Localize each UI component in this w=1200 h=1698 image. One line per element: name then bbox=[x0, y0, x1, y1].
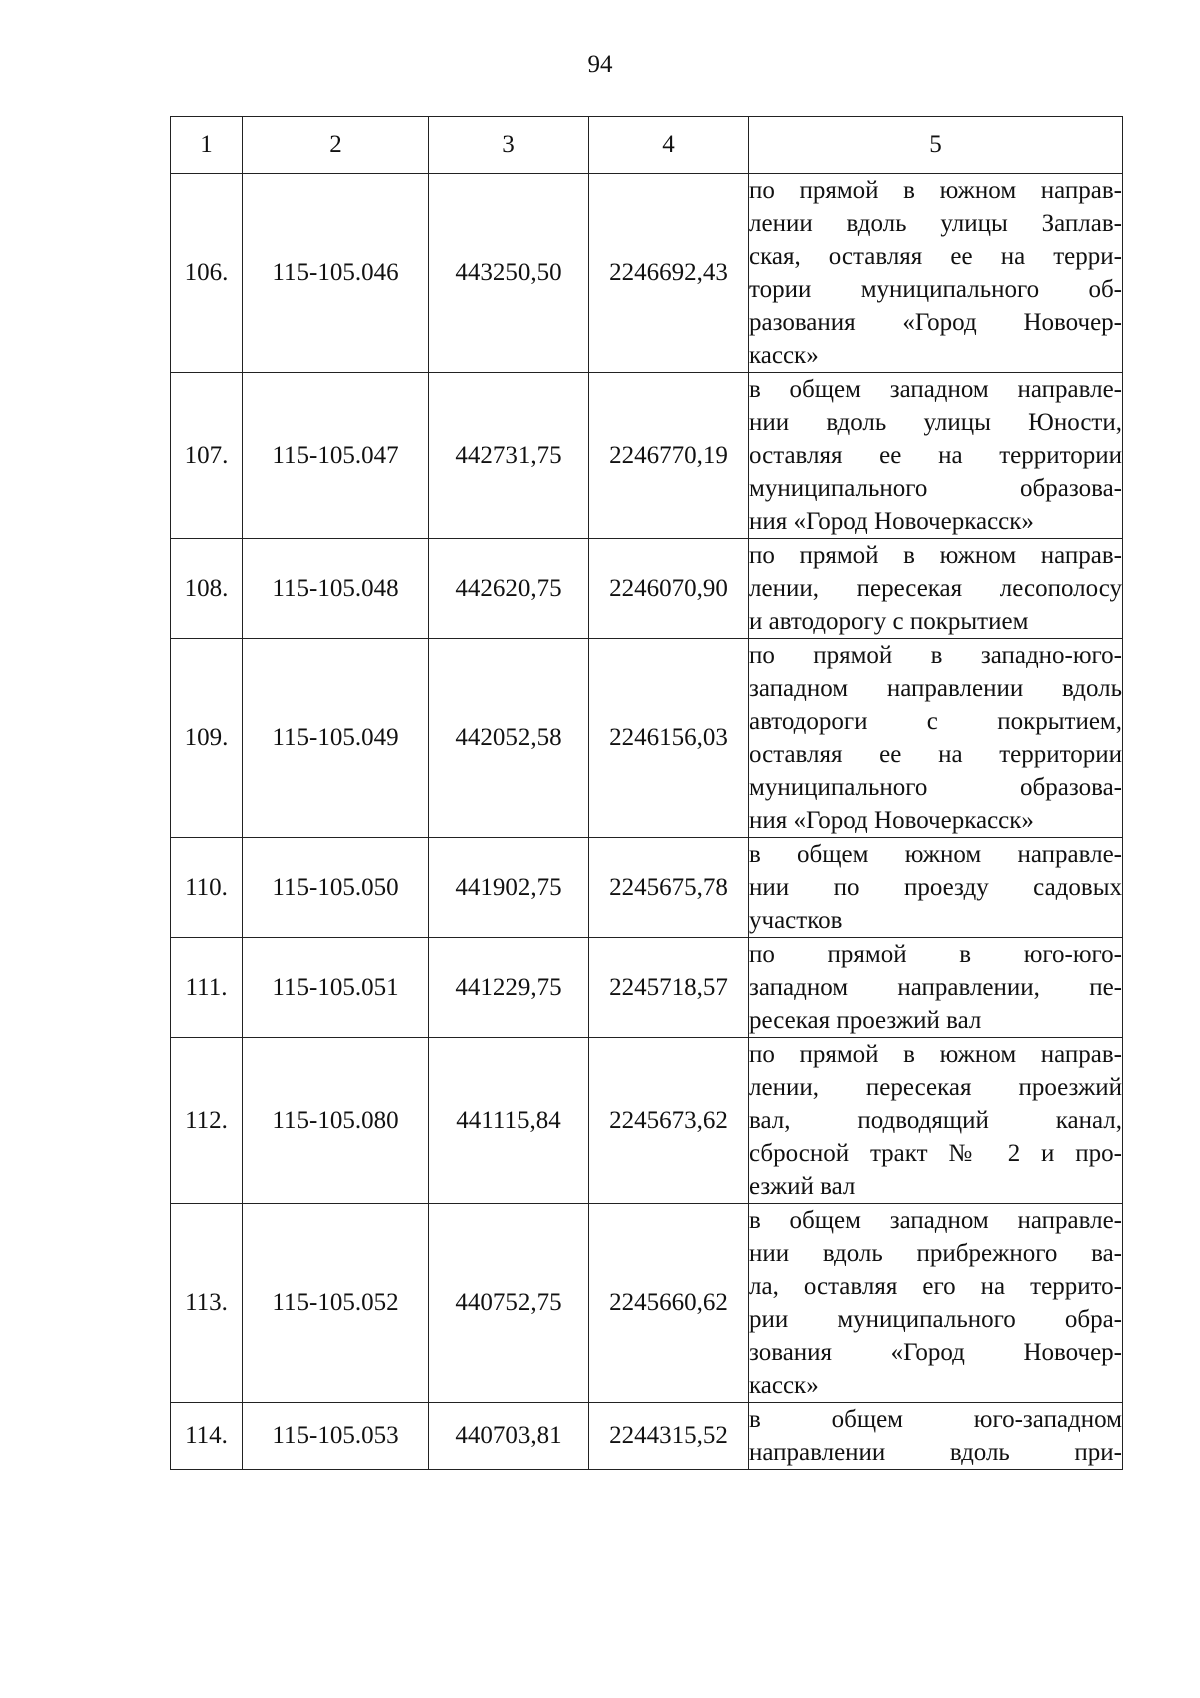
description-line: оставляя ее на территории bbox=[749, 442, 1122, 469]
point-number: 112. bbox=[171, 1038, 243, 1204]
description-line: сбросной тракт № 2 и про- bbox=[749, 1140, 1122, 1167]
point-number: 109. bbox=[171, 639, 243, 838]
description-line: по прямой в западно-юго- bbox=[749, 642, 1122, 669]
boundary-description bbox=[749, 938, 1123, 1038]
description-line: западном направлении, пе- bbox=[749, 974, 1122, 1001]
description-line: езжий вал bbox=[749, 1173, 856, 1200]
point-code: 115-105.053 bbox=[243, 1403, 429, 1470]
coordinate-y: 2245673,62 bbox=[589, 1038, 749, 1204]
coordinate-x: 442052,58 bbox=[429, 639, 589, 838]
point-code: 115-105.047 bbox=[243, 373, 429, 539]
description-line: западном направлении вдоль bbox=[749, 675, 1122, 702]
description-line: нии вдоль улицы Юности, bbox=[749, 409, 1122, 436]
table-row bbox=[171, 539, 1123, 639]
coordinate-x: 443250,50 bbox=[429, 174, 589, 373]
description-line: разования «Город Новочер- bbox=[749, 309, 1122, 336]
description-line: зования «Город Новочер- bbox=[749, 1339, 1122, 1366]
coordinate-x: 440752,75 bbox=[429, 1204, 589, 1403]
point-number: 108. bbox=[171, 539, 243, 639]
description-line: нии вдоль прибрежного ва- bbox=[749, 1240, 1122, 1267]
table-row bbox=[171, 938, 1123, 1038]
header-row bbox=[171, 117, 1123, 174]
point-code: 115-105.048 bbox=[243, 539, 429, 639]
table-row bbox=[171, 1403, 1123, 1470]
boundary-description bbox=[749, 838, 1123, 938]
description-line: оставляя ее на территории bbox=[749, 741, 1122, 768]
column-header: 1 bbox=[171, 117, 243, 174]
description-line: тории муниципального об- bbox=[749, 276, 1122, 303]
point-code: 115-105.050 bbox=[243, 838, 429, 938]
description-line: по прямой в юго-юго- bbox=[749, 941, 1122, 968]
description-line: по прямой в южном направ- bbox=[749, 177, 1122, 204]
point-number: 111. bbox=[171, 938, 243, 1038]
boundary-description bbox=[749, 1204, 1123, 1403]
boundary-description bbox=[749, 373, 1123, 539]
boundary-description bbox=[749, 1038, 1123, 1204]
page-number: 94 bbox=[587, 51, 613, 78]
boundary-points-table bbox=[170, 116, 1123, 1470]
coordinate-x: 441115,84 bbox=[429, 1038, 589, 1204]
description-line: в общем западном направле- bbox=[749, 376, 1122, 403]
point-code: 115-105.049 bbox=[243, 639, 429, 838]
table-row bbox=[171, 1038, 1123, 1204]
coordinate-y: 2245718,57 bbox=[589, 938, 749, 1038]
point-number: 113. bbox=[171, 1204, 243, 1403]
point-number: 114. bbox=[171, 1403, 243, 1470]
table-row bbox=[171, 639, 1123, 838]
boundary-description bbox=[749, 539, 1123, 639]
coordinate-x: 442620,75 bbox=[429, 539, 589, 639]
column-header: 3 bbox=[429, 117, 589, 174]
description-line: ская, оставляя ее на терри- bbox=[749, 243, 1122, 270]
description-line: вал, подводящий канал, bbox=[749, 1107, 1122, 1134]
description-line: по прямой в южном направ- bbox=[749, 542, 1122, 569]
description-line: ния «Город Новочеркасск» bbox=[749, 508, 1034, 535]
boundary-description bbox=[749, 639, 1123, 838]
description-line: касск» bbox=[749, 1372, 819, 1399]
coordinate-y: 2245660,62 bbox=[589, 1204, 749, 1403]
description-line: муниципального образова- bbox=[749, 475, 1122, 502]
description-line: ла, оставляя его на террито- bbox=[749, 1273, 1122, 1300]
description-line: нии по проезду садовых bbox=[749, 874, 1122, 901]
coordinate-y: 2246070,90 bbox=[589, 539, 749, 639]
description-line: направлении вдоль при- bbox=[749, 1439, 1122, 1466]
point-number: 107. bbox=[171, 373, 243, 539]
boundary-description bbox=[749, 1403, 1123, 1470]
description-line: лении, пересекая лесополосу bbox=[749, 575, 1122, 602]
column-header: 2 bbox=[243, 117, 429, 174]
description-line: лении вдоль улицы Заплав- bbox=[749, 210, 1122, 237]
description-line: автодороги с покрытием, bbox=[749, 708, 1122, 735]
description-line: ресекая проезжий вал bbox=[749, 1007, 982, 1034]
description-line: участков bbox=[749, 907, 843, 934]
table-row bbox=[171, 1204, 1123, 1403]
table-row bbox=[171, 838, 1123, 938]
point-number: 106. bbox=[171, 174, 243, 373]
point-number: 110. bbox=[171, 838, 243, 938]
point-code: 115-105.046 bbox=[243, 174, 429, 373]
coordinate-x: 442731,75 bbox=[429, 373, 589, 539]
description-line: рии муниципального обра- bbox=[749, 1306, 1122, 1333]
point-code: 115-105.080 bbox=[243, 1038, 429, 1204]
description-line: по прямой в южном направ- bbox=[749, 1041, 1122, 1068]
coordinate-x: 441229,75 bbox=[429, 938, 589, 1038]
description-line: в общем западном направле- bbox=[749, 1207, 1122, 1234]
column-header: 5 bbox=[749, 117, 1123, 174]
coordinate-x: 440703,81 bbox=[429, 1403, 589, 1470]
coordinate-y: 2246770,19 bbox=[589, 373, 749, 539]
description-line: муниципального образова- bbox=[749, 774, 1122, 801]
coordinate-x: 441902,75 bbox=[429, 838, 589, 938]
description-line: ния «Город Новочеркасск» bbox=[749, 807, 1034, 834]
description-line: в общем юго-западном bbox=[749, 1406, 1122, 1433]
table-row bbox=[171, 174, 1123, 373]
coordinate-y: 2246156,03 bbox=[589, 639, 749, 838]
description-line: лении, пересекая проезжий bbox=[749, 1074, 1122, 1101]
coordinate-y: 2246692,43 bbox=[589, 174, 749, 373]
coordinate-y: 2245675,78 bbox=[589, 838, 749, 938]
point-code: 115-105.051 bbox=[243, 938, 429, 1038]
description-line: касск» bbox=[749, 342, 819, 369]
boundary-description bbox=[749, 174, 1123, 373]
column-header: 4 bbox=[589, 117, 749, 174]
description-line: в общем южном направле- bbox=[749, 841, 1122, 868]
coordinate-y: 2244315,52 bbox=[589, 1403, 749, 1470]
table-row bbox=[171, 373, 1123, 539]
point-code: 115-105.052 bbox=[243, 1204, 429, 1403]
description-line: и автодорогу с покрытием bbox=[749, 608, 1029, 635]
